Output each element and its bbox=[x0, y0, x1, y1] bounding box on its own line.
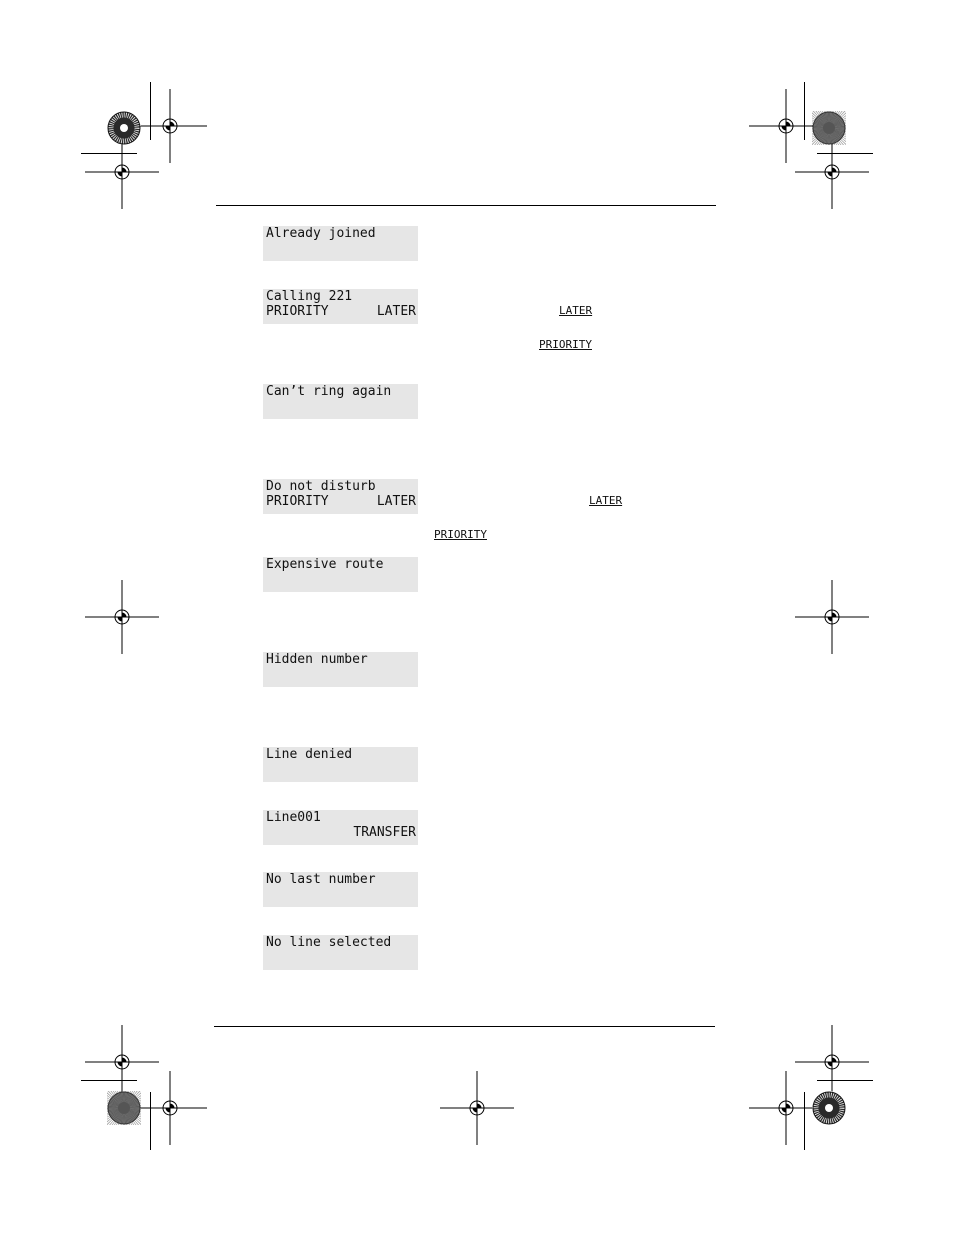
display-line-1: Do not disturb bbox=[266, 479, 376, 494]
display-line-1: Expensive route bbox=[266, 557, 384, 572]
display-softkey-left: PRIORITY bbox=[266, 494, 329, 509]
registration-mark-icon bbox=[795, 580, 869, 654]
display-message-already-joined bbox=[263, 226, 418, 261]
registration-mark-icon bbox=[85, 135, 159, 209]
display-line-1: No line selected bbox=[266, 935, 392, 950]
display-message-line-denied bbox=[263, 747, 418, 782]
softkey-later: LATER bbox=[559, 304, 593, 317]
display-message-no-line-selected bbox=[263, 935, 418, 970]
display-softkey-right: TRANSFER bbox=[353, 825, 416, 840]
display-line-1: Line001 bbox=[266, 810, 321, 825]
display-message-cant-ring-again bbox=[263, 384, 418, 419]
softkey-priority: PRIORITY bbox=[434, 528, 487, 541]
softkey-later: LATER bbox=[589, 494, 623, 507]
display-message-expensive-route bbox=[263, 557, 418, 592]
display-line-1: Calling 221 bbox=[266, 289, 353, 304]
display-softkey-right: LATER bbox=[376, 304, 416, 319]
display-softkey-left: PRIORITY bbox=[266, 304, 329, 319]
registration-mark-icon bbox=[440, 1071, 514, 1145]
gray-wheel-icon bbox=[812, 111, 846, 145]
gray-wheel-icon bbox=[107, 1091, 141, 1125]
display-line-1: Line denied bbox=[266, 747, 353, 762]
display-message-do-not-disturb bbox=[263, 479, 418, 514]
registration-mark-icon bbox=[133, 1071, 207, 1145]
display-line-1: Can’t ring again bbox=[266, 384, 392, 399]
display-message-hidden-number bbox=[263, 652, 418, 687]
display-line-1: No last number bbox=[266, 872, 376, 887]
softkey-priority: PRIORITY bbox=[539, 338, 592, 351]
display-message-calling bbox=[263, 289, 418, 324]
footer-rule bbox=[214, 1026, 715, 1027]
starburst-wheel-icon bbox=[812, 1091, 846, 1125]
registration-mark-icon bbox=[85, 580, 159, 654]
display-message-no-last-number bbox=[263, 872, 418, 907]
header-rule bbox=[216, 205, 716, 206]
registration-mark-icon bbox=[795, 135, 869, 209]
display-line-1: Already joined bbox=[266, 226, 376, 241]
display-line-1: Hidden number bbox=[266, 652, 368, 667]
display-softkey-right: LATER bbox=[376, 494, 416, 509]
display-message-line001 bbox=[263, 810, 418, 845]
starburst-wheel-icon bbox=[107, 111, 141, 145]
